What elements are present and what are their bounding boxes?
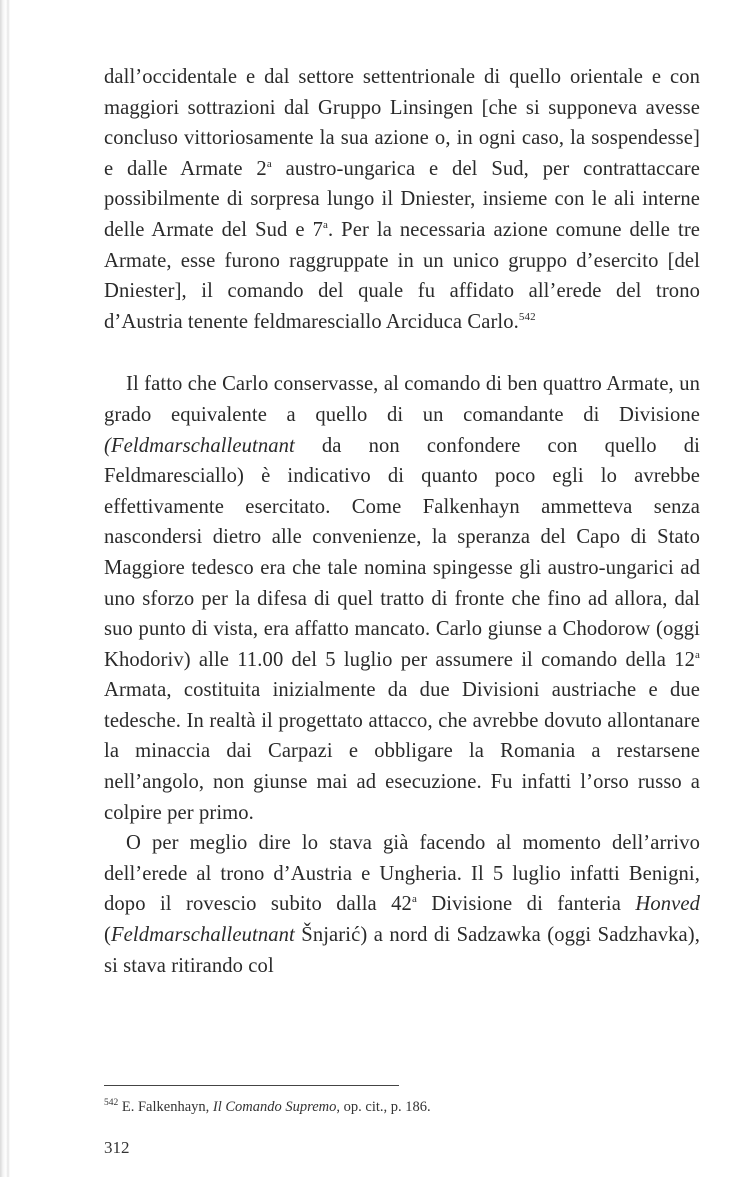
- paragraph-1-text: dall’occidentale e dal settore settentrionale di quello orientale e con maggiori sottrazioni dal Gruppo Linsingen [che si supponeva avesse concluso vittoriosamente la sua azione o, in ogni caso, la sospendesse] e dalle Armate 2: [104, 66, 700, 180]
- footnote-divider: [104, 1085, 399, 1086]
- paragraph-3-text: O per meglio dire lo stava già facendo al momento dell’arrivo dell’erede al trono d’Austria e Ungheria. Il 5 luglio infatti Benigni, dopo il rovescio subito dalla 42: [104, 832, 700, 916]
- ordinal-superscript: a: [322, 219, 328, 232]
- paragraph-2-text: da non confondere con quello di Feldmaresciallo) è indicativo di quanto poco egli lo avrebbe effettivamente esercitato. Come Falkenhayn ammetteva senza nascondersi dietro alle convenienze, la speranza del Capo di Stato Maggiore tedesco era che tale nomina spingesse gli austro-ungarici ad uno sforzo per la difesa di quel tratto di fronte che fino ad allora, dal suo punto di vista, era affatto mancato. Carlo giunse a Chodorow (oggi Khodoriv) alle 11.00 del 5 luglio per assumere il comando della 12: [104, 434, 700, 671]
- italic-term: Honved: [635, 893, 700, 916]
- paragraph-3-text: Divisione di fanteria: [416, 893, 636, 916]
- ordinal-superscript: a: [411, 893, 417, 906]
- italic-term: (Feldmarschalleutnant: [104, 434, 295, 457]
- footnote-title: Il Comando Supremo: [212, 1099, 337, 1115]
- paragraph-1: [104, 62, 700, 337]
- italic-term: Feldmarschalleutnant: [110, 924, 295, 947]
- paragraph-3-text: (: [104, 924, 111, 947]
- footnote-citation: , op. cit., p. 186.: [336, 1099, 431, 1115]
- paragraph-1-text: . Per la necessaria azione comune delle tre Armate, esse furono raggruppate in un unico gruppo d’esercito [del Dniester], il comando del quale fu affidato all’erede del trono d’Austria tenente feldmaresciallo Arciduca Carlo.: [104, 218, 701, 333]
- paragraph-3-text: Šnjarić) a nord di Sadzawka (oggi Sadzhavka), si stava ritirando col: [104, 924, 700, 977]
- ordinal-superscript: a: [695, 648, 700, 661]
- binding-edge: [0, 0, 14, 1177]
- paragraph-3: [104, 828, 700, 981]
- paragraph-2: [104, 369, 700, 828]
- footnote-reference[interactable]: 542: [518, 310, 536, 323]
- footnote-number: 542: [104, 1098, 119, 1109]
- paragraph-1-text: austro-ungarica e del Sud, per contrattaccare possibilmente di sorpresa lungo il Dniester, insieme con le ali interne delle Armate del Sud e 7: [104, 157, 700, 241]
- body-text: [104, 62, 700, 981]
- paragraph-2-text: Armata, costituita inizialmente da due Divisioni austriache e due tedesche. In realtà il progettato attacco, che avrebbe dovuto allontanare la minaccia dai Carpazi e obbligare la Romania a restarsene nell’angolo, non giunse mai ad esecuzione. Fu infatti l’orso russo a colpire per primo.: [104, 679, 700, 824]
- page-number: 312: [104, 1138, 130, 1157]
- footnote-author: E. Falkenhayn,: [118, 1099, 213, 1115]
- footnote: [104, 1097, 700, 1117]
- paragraph-2-text: Il fatto che Carlo conservasse, al comando di ben quattro Armate, un grado equivalente a quello di un comandante di Divisione: [104, 373, 700, 426]
- ordinal-superscript: a: [266, 157, 272, 170]
